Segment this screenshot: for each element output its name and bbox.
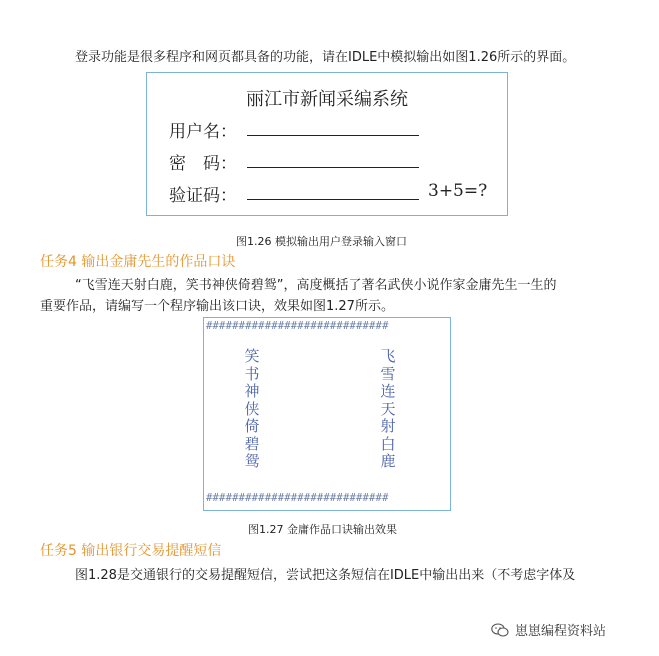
task5-paragraph-line1: 图1.28是交通银行的交易提醒短信，尝试把这条短信在IDLE中输出出来（不考虑字体及 [75,568,576,583]
intro-paragraph: 登录功能是很多程序和网页都具备的功能，请在IDLE中模拟输出如图1.26所示的界面。 [75,50,576,65]
login-window-title: 丽江市新闻采编系统 [246,89,408,110]
watermark-text: 崽崽编程资料站 [515,624,607,639]
captcha-input-line [247,199,419,200]
wechat-icon [491,623,509,637]
task4-paragraph-line2: 重要作品，请编写一个程序输出该口诀，效果如图1.27所示。 [40,299,394,314]
couplet-right-column: 飞雪连天射白鹿 [380,347,396,470]
username-input-line [247,135,419,136]
couplet-left-column: 笑书神侠倚碧鸳 [244,347,260,470]
watermark [491,620,606,639]
hash-border-top: ############################ [206,320,389,332]
captcha-question: 3+5=? [428,181,488,201]
hash-border-bottom: ############################ [206,492,389,504]
figure-1-26-login-window [146,72,508,216]
password-label: 密 码： [169,154,237,174]
figure-1-26-caption: 图1.26 模拟输出用户登录输入窗口 [236,235,407,248]
task4-heading: 任务4 输出金庸先生的作品口诀 [40,254,236,270]
captcha-label: 验证码： [169,186,237,206]
figure-1-27-caption: 图1.27 金庸作品口诀输出效果 [248,523,397,536]
task4-paragraph-line1: “飞雪连天射白鹿，笑书神侠倚碧鸳”，高度概括了著名武侠小说作家金庸先生一生的 [75,278,557,293]
password-input-line [247,167,419,168]
task5-heading: 任务5 输出银行交易提醒短信 [40,543,222,559]
figure-1-27-output [203,317,451,511]
username-label: 用户名： [169,122,237,142]
